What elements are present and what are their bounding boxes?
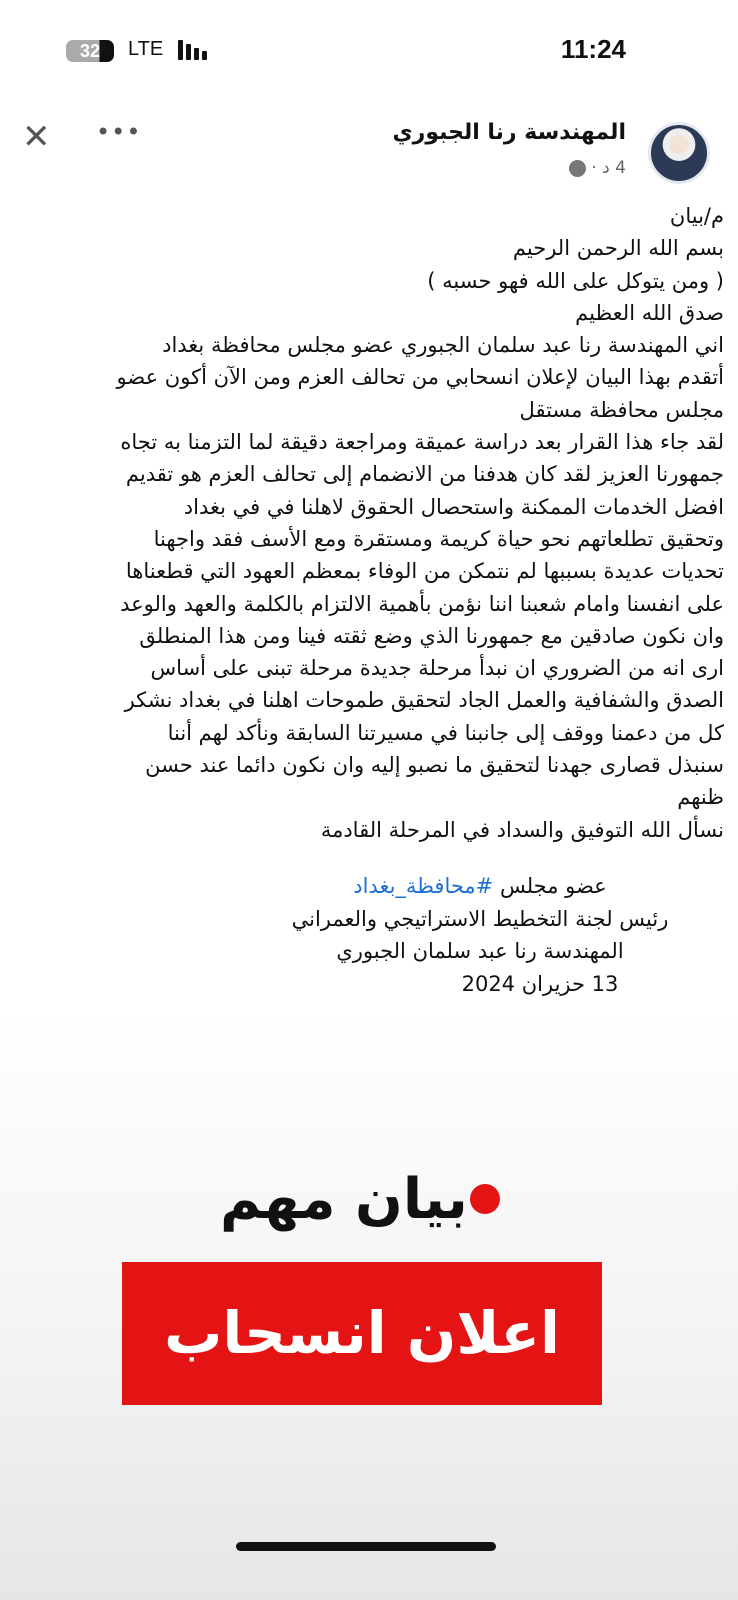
- post-line: م/بيان: [669, 204, 724, 228]
- post-image[interactable]: [0, 1012, 738, 1600]
- post-line: الصدق والشفافية والعمل الجاد لتحقيق طموحات اهلنا في بغداد نشكر: [124, 688, 724, 713]
- post-meta: [569, 158, 626, 178]
- post-line: أتقدم بهذا البيان لإعلان انسحابي من تحالف العزم ومن الآن أكون عضو: [116, 365, 724, 390]
- globe-icon: [569, 160, 586, 177]
- home-indicator[interactable]: [236, 1542, 496, 1551]
- signal-icon: [178, 40, 207, 60]
- avatar[interactable]: [648, 122, 710, 184]
- post-line: افضل الخدمات الممكنة واستحصال الحقوق لاهلنا في في بغداد: [183, 494, 724, 519]
- status-bar: [0, 30, 738, 70]
- post-line: ظنهم: [677, 785, 724, 810]
- signature-name: المهندسة رنا عبد سلمان الجبوري: [336, 939, 624, 963]
- post-line: مجلس محافظة مستقل: [519, 397, 724, 422]
- signature-member: [270, 870, 690, 903]
- signature-block: [270, 870, 690, 1000]
- clock: 11:24: [560, 34, 626, 64]
- post-line: وتحقيق تطلعاتهم نحو حياة كريمة ومستقرة ومع الأسف فقد واجهنا: [153, 526, 724, 551]
- post-line: ( ومن يتوكل على الله فهو حسبه ): [427, 268, 724, 293]
- post-line: لقد جاء هذا القرار بعد دراسة عميقة ومراجعة دقيقة لما التزمنا به تجاه: [120, 430, 724, 455]
- post-line: نسأل الله التوفيق والسداد في المرحلة القادمة: [320, 817, 724, 842]
- post-line: كل من دعمنا ووقف إلى جانبنا في مسيرتنا السابقة ونأكد لهم أننا: [167, 720, 724, 745]
- network-label: LTE: [128, 38, 164, 60]
- post-line: وان نكون صادقين مع جمهورنا الذي وضع ثقته فينا ومن هذا المنطلق: [139, 623, 724, 648]
- post-line: صدق الله العظيم: [575, 300, 724, 325]
- post-line: على انفسنا وامام شعبنا اننا نؤمن بأهمية الالتزام بالكلمة والعهد والوعد: [120, 591, 724, 616]
- post-line: ارى انه من الضروري ان نبدأ مرحلة جديدة مرحلة تبنى على أساس: [150, 656, 724, 681]
- close-icon[interactable]: ✕: [22, 117, 51, 157]
- signature-role: رئيس لجنة التخطيط الاستراتيجي والعمراني: [291, 906, 669, 931]
- post-line: اني المهندسة رنا عبد سلمان الجبوري عضو مجلس محافظة بغداد: [162, 333, 724, 358]
- author-name[interactable]: المهندسة رنا الجبوري: [392, 120, 626, 145]
- hashtag-link[interactable]: #محافظة_بغداد: [353, 874, 494, 898]
- image-banner: اعلان انسحاب: [122, 1262, 602, 1405]
- post-line: جمهورنا العزيز لقد كان هدفنا من الانضمام إلى تحالف العزم هو تقديم: [125, 462, 724, 487]
- more-options-icon[interactable]: •••: [96, 118, 142, 146]
- red-dot-icon: [470, 1184, 500, 1214]
- post-line: بسم الله الرحمن الرحيم: [512, 236, 724, 261]
- post-body: [14, 200, 724, 846]
- signature-prefix: عضو مجلس: [493, 874, 607, 898]
- signature-date: 13 حزيران 2024: [461, 971, 619, 996]
- post-time: 4 د ·: [591, 158, 626, 178]
- post-line: تحديات عديدة بسببها لم نتمكن من الوفاء بمعظم العهود التي قطعناها: [125, 559, 724, 584]
- image-title: بيان مهم: [220, 1167, 468, 1232]
- post-line: سنبذل قصارى جهدنا لتحقيق ما نصبو إليه وان نكون دائما عند حسن: [145, 753, 724, 778]
- battery-indicator: 32: [66, 40, 114, 62]
